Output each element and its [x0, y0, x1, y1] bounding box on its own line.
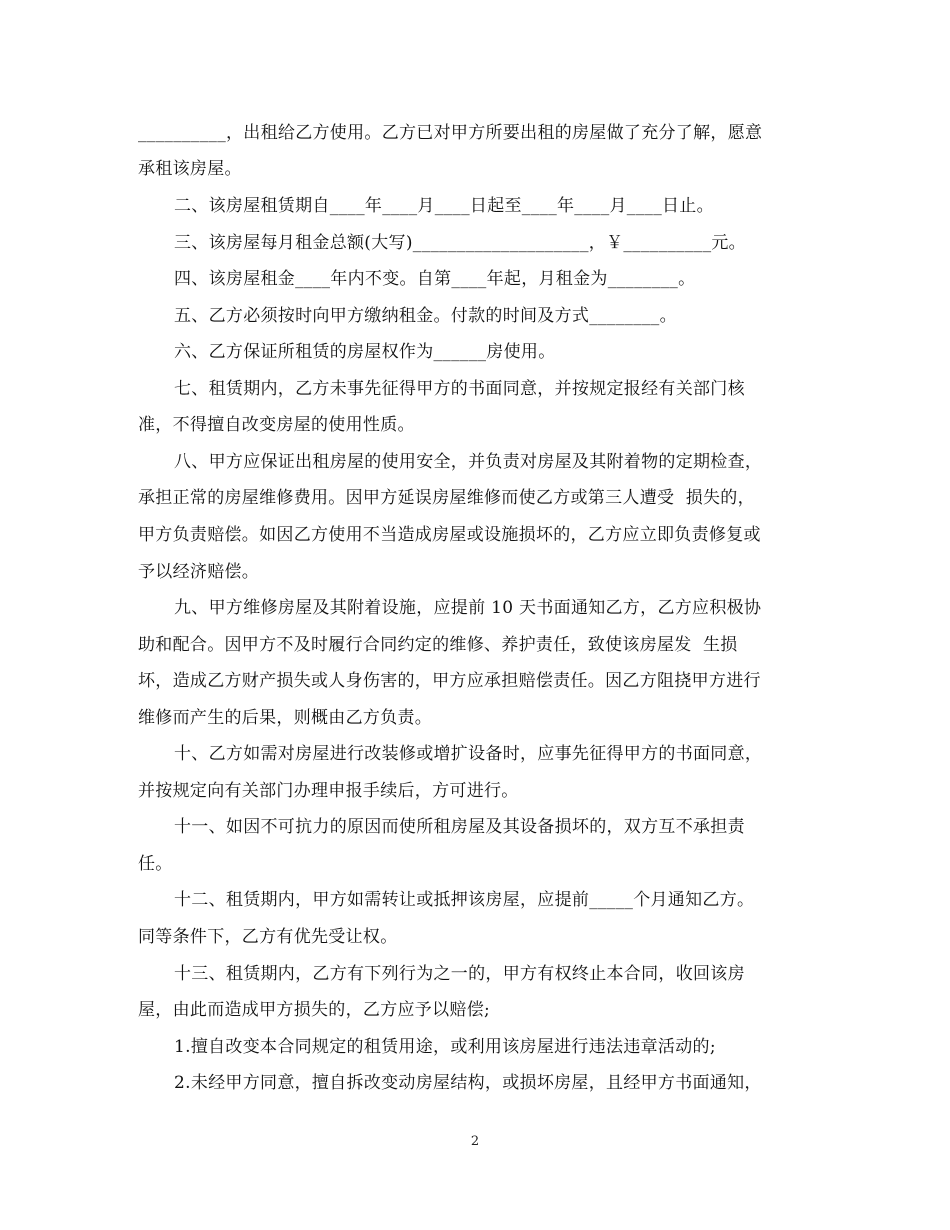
text-line: 甲方负责赔偿。如因乙方使用不当造成房屋或设施损坏的，乙方应立即负责修复或 [138, 525, 761, 545]
text-line: 并按规定向有关部门办理申报手续后，方可进行。 [138, 781, 519, 801]
text-line: 同等条件下，乙方有优先受让权。 [138, 927, 398, 947]
page-number: 2 [470, 1134, 480, 1149]
clause-7: 七、租赁期内，乙方未事先征得甲方的书面同意，并按规定报经有关部门核 [174, 379, 745, 399]
clause-12: 十二、租赁期内，甲方如需转让或抵押该房屋，应提前_____个月通知乙方。 [174, 890, 755, 910]
text-line: 屋，由此而造成甲方损失的，乙方应予以赔偿; [138, 1000, 491, 1020]
clause-2: 二、该房屋租赁期自____年____月____日起至____年____月____日止。 [174, 196, 714, 216]
text-line: 维修而产生的后果，则概由乙方负责。 [138, 708, 433, 728]
text-line: __________，出租给乙方使用。乙方已对甲方所要出租的房屋做了充分了解，愿意 [138, 123, 763, 143]
text-line: 予以经济赔偿。 [138, 562, 260, 582]
text-line: 助和配合。因甲方不及时履行合同约定的维修、养护责任，致使该房屋发 生损 [138, 635, 738, 655]
text-line: 准，不得擅自改变房屋的使用性质。 [138, 415, 415, 435]
list-item: 2.未经甲方同意，擅自拆改变动房屋结构，或损坏房屋，且经甲方书面通知， [174, 1073, 762, 1093]
text-line: 任。 [138, 854, 173, 874]
clause-6: 六、乙方保证所租赁的房屋权作为______房使用。 [174, 342, 556, 362]
clause-10: 十、乙方如需对房屋进行改装修或增扩设备时，应事先征得甲方的书面同意， [174, 744, 763, 764]
clause-4: 四、该房屋租金____年内不变。自第____年起，月租金为________。 [174, 269, 696, 289]
clause-3: 三、该房屋每月租金总额(大写)____________________，￥__________元。 [174, 233, 746, 253]
text-line: 承租该房屋。 [138, 159, 242, 179]
list-item: 1.擅自改变本合同规定的租赁用途，或利用该房屋进行违法违章活动的; [174, 1037, 716, 1057]
text-line: 承担正常的房屋维修费用。因甲方延误房屋维修而使乙方或第三人遭受 损失的， [138, 488, 755, 508]
clause-9: 九、甲方维修房屋及其附着设施，应提前 10 天书面通知乙方，乙方应积极协 [174, 598, 762, 618]
clause-13: 十三、租赁期内，乙方有下列行为之一的，甲方有权终止本合同，收回该房 [174, 964, 745, 984]
text-line: 坏，造成乙方财产损失或人身伤害的，甲方应承担赔偿责任。因乙方阻挠甲方进行 [138, 671, 761, 691]
clause-5: 五、乙方必须按时向甲方缴纳租金。付款的时间及方式________。 [174, 306, 677, 326]
clause-11: 十一、如因不可抗力的原因而使所租房屋及其设备损坏的，双方互不承担责 [174, 817, 745, 837]
clause-8: 八、甲方应保证出租房屋的使用安全，并负责对房屋及其附着物的定期检查， [174, 452, 763, 472]
